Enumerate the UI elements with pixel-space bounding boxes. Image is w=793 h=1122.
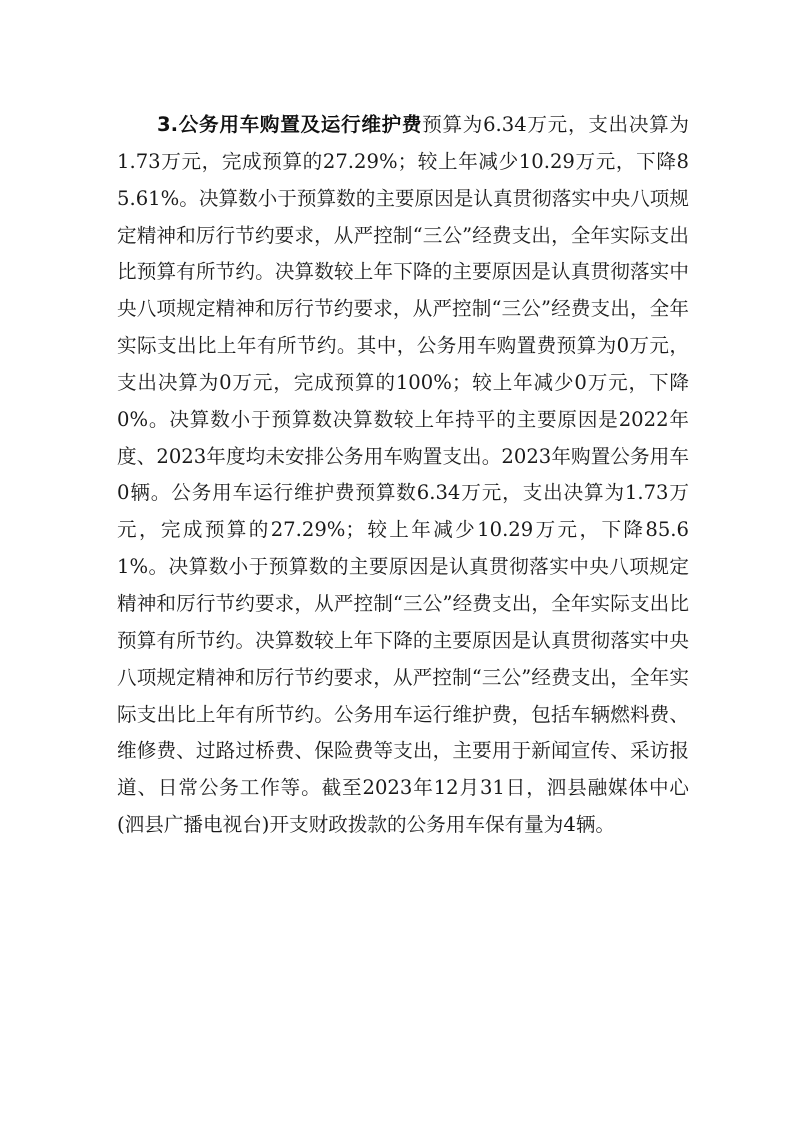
section-heading: 3.公务用车购置及运行维护费 xyxy=(157,113,423,136)
body-paragraph xyxy=(117,107,689,844)
paragraph-text: 预算为6.34万元，支出决算为1.73万元，完成预算的27.29%；较上年减少10.29万元，下降85.61%。决算数小于预算数的主要原因是认真贯彻落实中央八项规定精神和厉行节约要求，从严控制“三公”经费支出，全年实际支出比预算有所节约。决算数较上年下降的主要原因是认真贯彻落实中央八项规定精神和厉行节约要求，从严控制“三公”经费支出，全年实际支出比上年有所节约。其中，公务用车购置费预算为0万元，支出决算为0万元，完成预算的100%；较上年减少0万元，下降0%。决算数小于预算数决算数较上年持平的主要原因是2022年度、2023年度均未安排公务用车购置支出。2023年购置公务用车0辆。公务用车运行维护费预算数6.34万元，支出决算为1.73万元，完成预算的27.29%；较上年减少10.29万元，下降85.61%。决算数小于预算数的主要原因是认真贯彻落实中央八项规定精神和厉行节约要求，从严控制“三公”经费支出，全年实际支出比预算有所节约。决算数较上年下降的主要原因是认真贯彻落实中央八项规定精神和厉行节约要求，从严控制“三公”经费支出，全年实际支出比上年有所节约。公务用车运行维护费，包括车辆燃料费、维修费、过路过桥费、保险费等支出，主要用于新闻宣传、采访报道、日常公务工作等。截至2023年12月31日，泗县融媒体中心(泗县广播电视台)开支财政拨款的公务用车保有量为4辆。 xyxy=(117,113,689,837)
